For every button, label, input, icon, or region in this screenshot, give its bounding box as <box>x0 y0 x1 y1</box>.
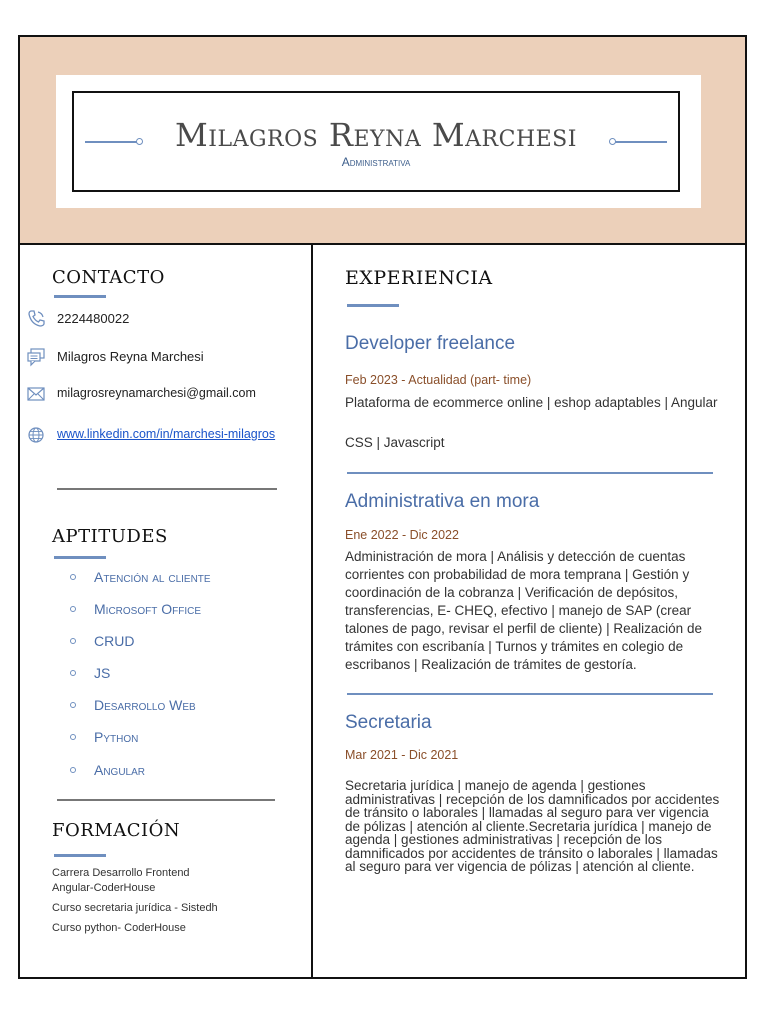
skill-bullet <box>70 606 76 612</box>
skill-item: Python <box>94 729 139 745</box>
linkedin-link[interactable]: www.linkedin.com/in/marchesi-milagros <box>57 427 276 441</box>
job-description: Secretaria jurídica | manejo de agenda | gestiones administrativas | recepción de los damnificados por accidentes de tránsito o laborales | llamadas al seguro para ver vigencia de pólizas | atención al cliente.Secretaria jurídica | manejo de agenda | gestiones administrativas | recepción de los damnificados por accidentes de tránsito o laborales | llamadas al seguro para ver vigencia de pólizas | atención al cliente. <box>345 778 720 874</box>
resume-page <box>18 35 747 979</box>
skill-item: Atención al cliente <box>94 569 211 585</box>
skill-item: JS <box>94 665 111 681</box>
header-banner <box>20 37 745 245</box>
mail-icon <box>26 384 46 404</box>
skill-item: Desarrollo Web <box>94 697 196 713</box>
job-separator <box>347 693 713 695</box>
job-date: Ene 2022 - Dic 2022 <box>345 528 459 542</box>
chat-icon <box>26 347 46 367</box>
education-underline <box>54 854 106 857</box>
contact-underline <box>54 295 106 298</box>
skills-separator <box>57 799 275 801</box>
phone-text: 2224480022 <box>57 311 130 326</box>
skill-bullet <box>70 574 76 580</box>
skill-bullet <box>70 702 76 708</box>
phone-icon <box>26 309 46 329</box>
skill-item: Angular <box>94 762 146 778</box>
job-title: Secretaria <box>345 712 432 733</box>
job-title: Administrativa en mora <box>345 491 540 512</box>
job-separator <box>347 472 713 474</box>
name-box <box>72 91 680 192</box>
email-text: milagrosreynamarchesi@gmail.com <box>57 386 256 400</box>
education-title: FORMACIÓN <box>52 820 181 841</box>
column-divider <box>311 245 313 977</box>
education-item: Curso python- CoderHouse <box>52 922 186 934</box>
job-description: Administración de mora | Análisis y detección de cuentas corrientes con probabilidad de mora temprana | Gestión y coordinación de la cobranza | Verificación de depósitos, transferencias, E- CHEQ, efectivo | manejo de SAP (crear talones de pago, revisar el perfil de cliente) | Realización de trámites con escribanía | Turnos y trámites en colegio de escribanos | Realización de trámites de gestoría. <box>345 549 702 672</box>
skills-underline <box>54 556 106 559</box>
contact-separator <box>57 488 277 490</box>
job-date: Feb 2023 - Actualidad (part- time) <box>345 373 532 387</box>
job-description-extra: CSS | Javascript <box>345 435 445 450</box>
education-item: Curso secretaria jurídica - Sistedh <box>52 902 218 914</box>
contact-title: CONTACTO <box>52 267 165 288</box>
skill-item: Microsoft Office <box>94 601 201 617</box>
experience-underline <box>347 304 399 307</box>
skills-title: APTITUDES <box>52 526 168 547</box>
candidate-name: Milagros Reyna Marchesi <box>175 116 577 154</box>
globe-icon <box>26 425 46 445</box>
skill-bullet <box>70 767 76 773</box>
skill-bullet <box>70 734 76 740</box>
skill-bullet <box>70 638 76 644</box>
skill-item: CRUD <box>94 633 135 649</box>
job-description: Plataforma de ecommerce online | eshop adaptables | Angular <box>345 395 718 410</box>
candidate-role: Administrativa <box>341 155 411 169</box>
contact-name-text: Milagros Reyna Marchesi <box>57 349 204 364</box>
skill-bullet <box>70 670 76 676</box>
experience-title: EXPERIENCIA <box>345 267 493 289</box>
education-item: Carrera Desarrollo Frontend Angular-CoderHouse <box>52 867 190 894</box>
job-title: Developer freelance <box>345 333 516 354</box>
job-date: Mar 2021 - Dic 2021 <box>345 748 459 762</box>
